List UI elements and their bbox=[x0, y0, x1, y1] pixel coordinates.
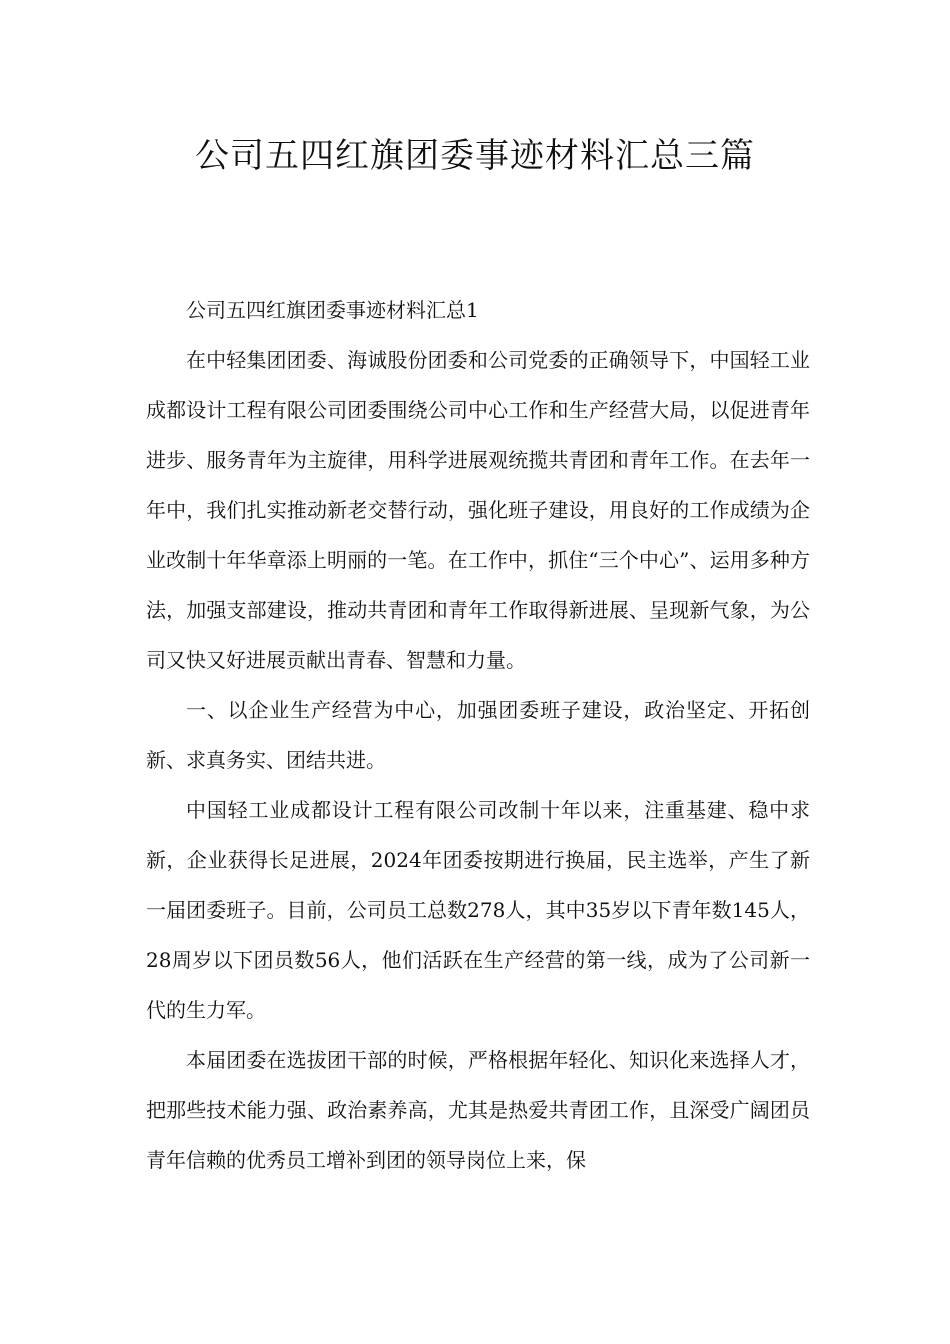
paragraph: 一、以企业生产经营为中心，加强团委班子建设，政治坚定、开拓创新、求真务实、团结共进。 bbox=[146, 698, 810, 772]
document-body bbox=[146, 285, 810, 1185]
document-title: 公司五四红旗团委事迹材料汇总三篇 bbox=[195, 136, 755, 176]
section-heading: 公司五四红旗团委事迹材料汇总1 bbox=[186, 298, 479, 322]
paragraph: 本届团委在选拔团干部的时候，严格根据年轻化、知识化来选择人才，把那些技术能力强、政治素养高，尤其是热爱共青团工作，且深受广阔团员青年信赖的优秀员工增补到团的领导岗位上来，保 bbox=[146, 1048, 810, 1172]
paragraph: 在中轻集团团委、海诚股份团委和公司党委的正确领导下，中国轻工业成都设计工程有限公司团委围绕公司中心工作和生产经营大局，以促进青年进步、服务青年为主旋律，用科学进展观统揽共青团和青年工作。在去年一年中，我们扎实推动新老交替行动，强化班子建设，用良好的工作成绩为企业改制十年华章添上明丽的一笔。在工作中，抓住“三个中心”、运用多种方法，加强支部建设，推动共青团和青年工作取得新进展、呈现新气象，为公司又快又好进展贡献出青春、智慧和力量。 bbox=[146, 348, 810, 672]
paragraph: 中国轻工业成都设计工程有限公司改制十年以来，注重基建、稳中求新，企业获得长足进展，2024年团委按期进行换届，民主选举，产生了新一届团委班子。目前，公司员工总数278人，其中35岁以下青年数145人，28周岁以下团员数56人，他们活跃在生产经营的第一线，成为了公司新一代的生力军。 bbox=[146, 798, 810, 1022]
